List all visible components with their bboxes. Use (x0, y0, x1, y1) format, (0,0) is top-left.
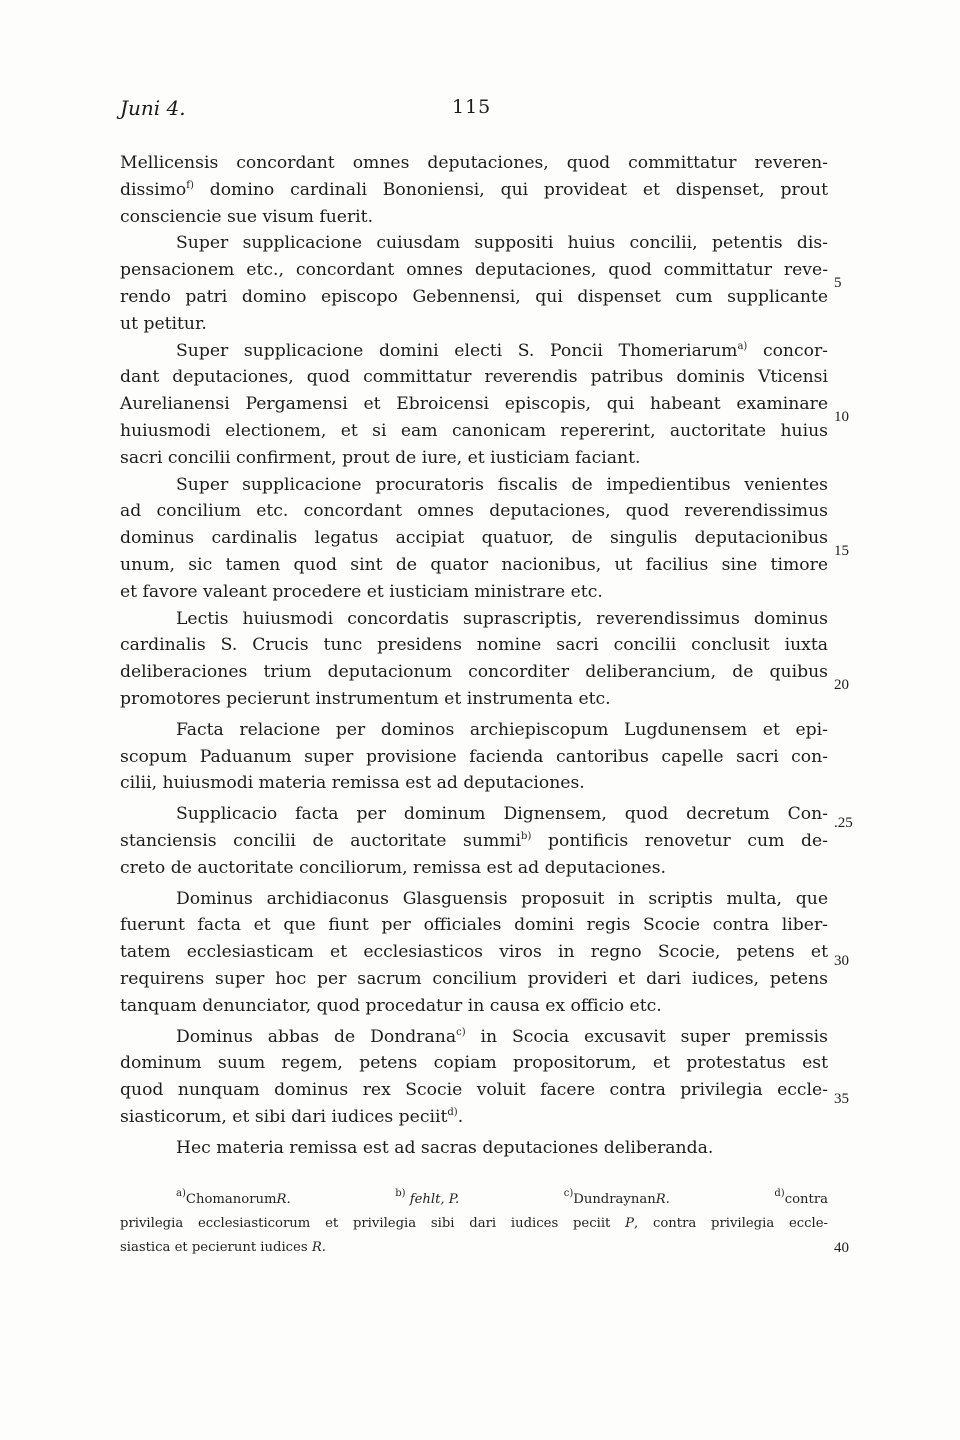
text-line: dant deputaciones, quod committatur reverendis patribus dominis Vticensi (120, 367, 828, 388)
text-line: sacri concilii confirment, prout de iure, et iusticiam faciant. (120, 447, 641, 468)
text-line: rendo patri domino episcopo Gebennensi, qui dispenset cum supplicante (120, 286, 828, 307)
footnote-siglum: R. (276, 1192, 291, 1207)
text-line (120, 338, 828, 365)
text-fragment: Super supplicacione domini electi S. Poncii Thomeriarum (176, 340, 738, 361)
text-line: ut petitur. (120, 313, 207, 334)
footnote-ref-c: c) (456, 1026, 466, 1038)
text-line: cardinalis S. Crucis tunc presidens nomine sacri concilii conclusit iuxta (120, 635, 828, 656)
text-line: dominum suum regem, petens copiam propositorum, et protestatus est (120, 1053, 828, 1074)
text-line: requirens super hoc per sacrum concilium provideri et dari iudices, petens (120, 968, 828, 989)
footnote-siglum: R. (655, 1192, 670, 1207)
text-line: Super supplicacione cuiusdam suppositi huius concilii, petentis dis- (176, 233, 828, 254)
footnote-text: , contra privilegia eccle- (634, 1216, 829, 1231)
text-line: scopum Paduanum super provisione facienda cantoribus capelle sacri con- (120, 746, 828, 767)
footnote-ref-d: d) (447, 1106, 458, 1118)
line-number: 30 (834, 953, 849, 969)
text-line: promotores pecierunt instrumentum et instrumenta etc. (120, 688, 611, 709)
line-number: 5 (834, 275, 842, 291)
text-fragment: concor- (747, 340, 828, 361)
text-fragment: . (457, 1106, 464, 1127)
text-line: fuerunt facta et que fiunt per officiales domini regis Scocie contra liber- (120, 915, 828, 936)
footnote-text: fehlt, P. (409, 1192, 460, 1207)
footnote-siglum: R. (311, 1240, 326, 1255)
line-number: 15 (834, 543, 849, 559)
text-line: tanquam denunciator, quod procedatur in causa ex officio etc. (120, 995, 662, 1016)
text-line: Aurelianensi Pergamensi et Ebroicensi episcopis, qui habeant examinare (120, 394, 828, 415)
page-number: 115 (452, 96, 492, 118)
footnote-text: privilegia ecclesiasticorum et privilegia sibi dari iudices peciit (120, 1216, 626, 1231)
text-line: Super supplicacione procuratoris fiscalis de impedientibus venientes (176, 474, 828, 495)
footnote-text: Dundraynan (573, 1192, 656, 1207)
footnote-d (774, 1188, 828, 1212)
text-line: Mellicensis concordant omnes deputaciones, quod committatur reveren- (120, 153, 828, 173)
text-fragment: stanciensis concilii de auctoritate summi (120, 830, 522, 851)
footnote-ref-a: a) (737, 340, 748, 352)
page-header (120, 96, 840, 126)
text-line: Dominus archidiaconus Glasguensis proposuit in scriptis multa, que (176, 888, 828, 909)
footnote-c (564, 1188, 670, 1212)
text-line: huiusmodi electionem, et si eam canonicam repererint, auctoritate huius (120, 420, 828, 441)
footnote-siglum: P (625, 1216, 634, 1231)
main-text (120, 150, 828, 1161)
text-line: deliberaciones trium deputacionum concorditer deliberancium, de quibus (120, 662, 828, 683)
text-line: creto de auctoritate conciliorum, remissa est ad deputaciones. (120, 857, 666, 878)
footnote-line (120, 1188, 828, 1212)
footnote-mark: c) (563, 1188, 574, 1199)
text-line: dominus cardinalis legatus accipiat quatuor, de singulis deputacionibus (120, 528, 828, 549)
footnote-text: contra (784, 1192, 828, 1207)
text-line: ad concilium etc. concordant omnes deputaciones, quod reverendissimus (120, 501, 828, 522)
text-line: consciencie sue visum fuerit. (120, 206, 374, 227)
text-line: Hec materia remissa est ad sacras deputaciones deliberanda. (176, 1137, 714, 1158)
footnote-mark: b) (395, 1188, 406, 1199)
text-fragment: domino cardinali Bononiensi, qui provideat et dispenset, prout (193, 179, 828, 200)
text-line: Lectis huiusmodi concordatis suprascriptis, reverendissimus dominus (176, 608, 828, 629)
text-line: tatem ecclesiasticam et ecclesiasticos viros in regno Scocie, petens et (120, 942, 828, 963)
footnote-line (120, 1236, 828, 1260)
text-line (120, 1104, 828, 1131)
text-line: pensacionem etc., concordant omnes deputaciones, quod committatur reve- (120, 260, 828, 281)
text-line: quod nunquam dominus rex Scocie voluit facere contra privilegia eccle- (120, 1080, 828, 1101)
text-line: Facta relacione per dominos archiepiscopum Lugdunensem et epi- (176, 719, 828, 740)
footnote-ref-f: f) (186, 179, 194, 191)
text-line (120, 828, 828, 855)
line-number: 40 (834, 1240, 849, 1256)
text-line (120, 177, 828, 204)
text-fragment: siasticorum, et sibi dari iudices peciit (120, 1106, 448, 1127)
footnotes (120, 1188, 828, 1260)
footnote-text: Chomanorum (185, 1192, 277, 1207)
text-line (120, 1024, 828, 1051)
line-number: 35 (834, 1091, 849, 1107)
running-head-date: Juni 4. (120, 96, 186, 120)
footnote-line (120, 1212, 828, 1236)
text-fragment: dissimo (120, 179, 187, 200)
footnote-text: siastica et pecierunt iudices (120, 1240, 312, 1255)
text-line: cilii, huiusmodi materia remissa est ad deputaciones. (120, 773, 585, 794)
footnote-mark: a) (176, 1188, 186, 1199)
footnote-mark: d) (774, 1188, 785, 1199)
line-number: .25 (834, 815, 853, 831)
text-line: unum, sic tamen quod sint de quator nacionibus, ut facilius sine timore (120, 554, 828, 575)
footnote-b (395, 1188, 459, 1212)
line-number: 20 (834, 677, 849, 693)
text-fragment: pontificis renovetur cum de- (531, 830, 828, 851)
footnote-a (176, 1188, 291, 1212)
text-line: Supplicacio facta per dominum Dignensem, quod decretum Con- (176, 804, 828, 825)
text-line: et favore valeant procedere et iusticiam ministrare etc. (120, 581, 603, 602)
footnote-ref-b: b) (521, 830, 532, 842)
text-fragment: in Scocia excusavit super premissis (465, 1026, 829, 1047)
line-number: 10 (834, 409, 849, 425)
text-fragment: Dominus abbas de Dondrana (176, 1026, 457, 1047)
